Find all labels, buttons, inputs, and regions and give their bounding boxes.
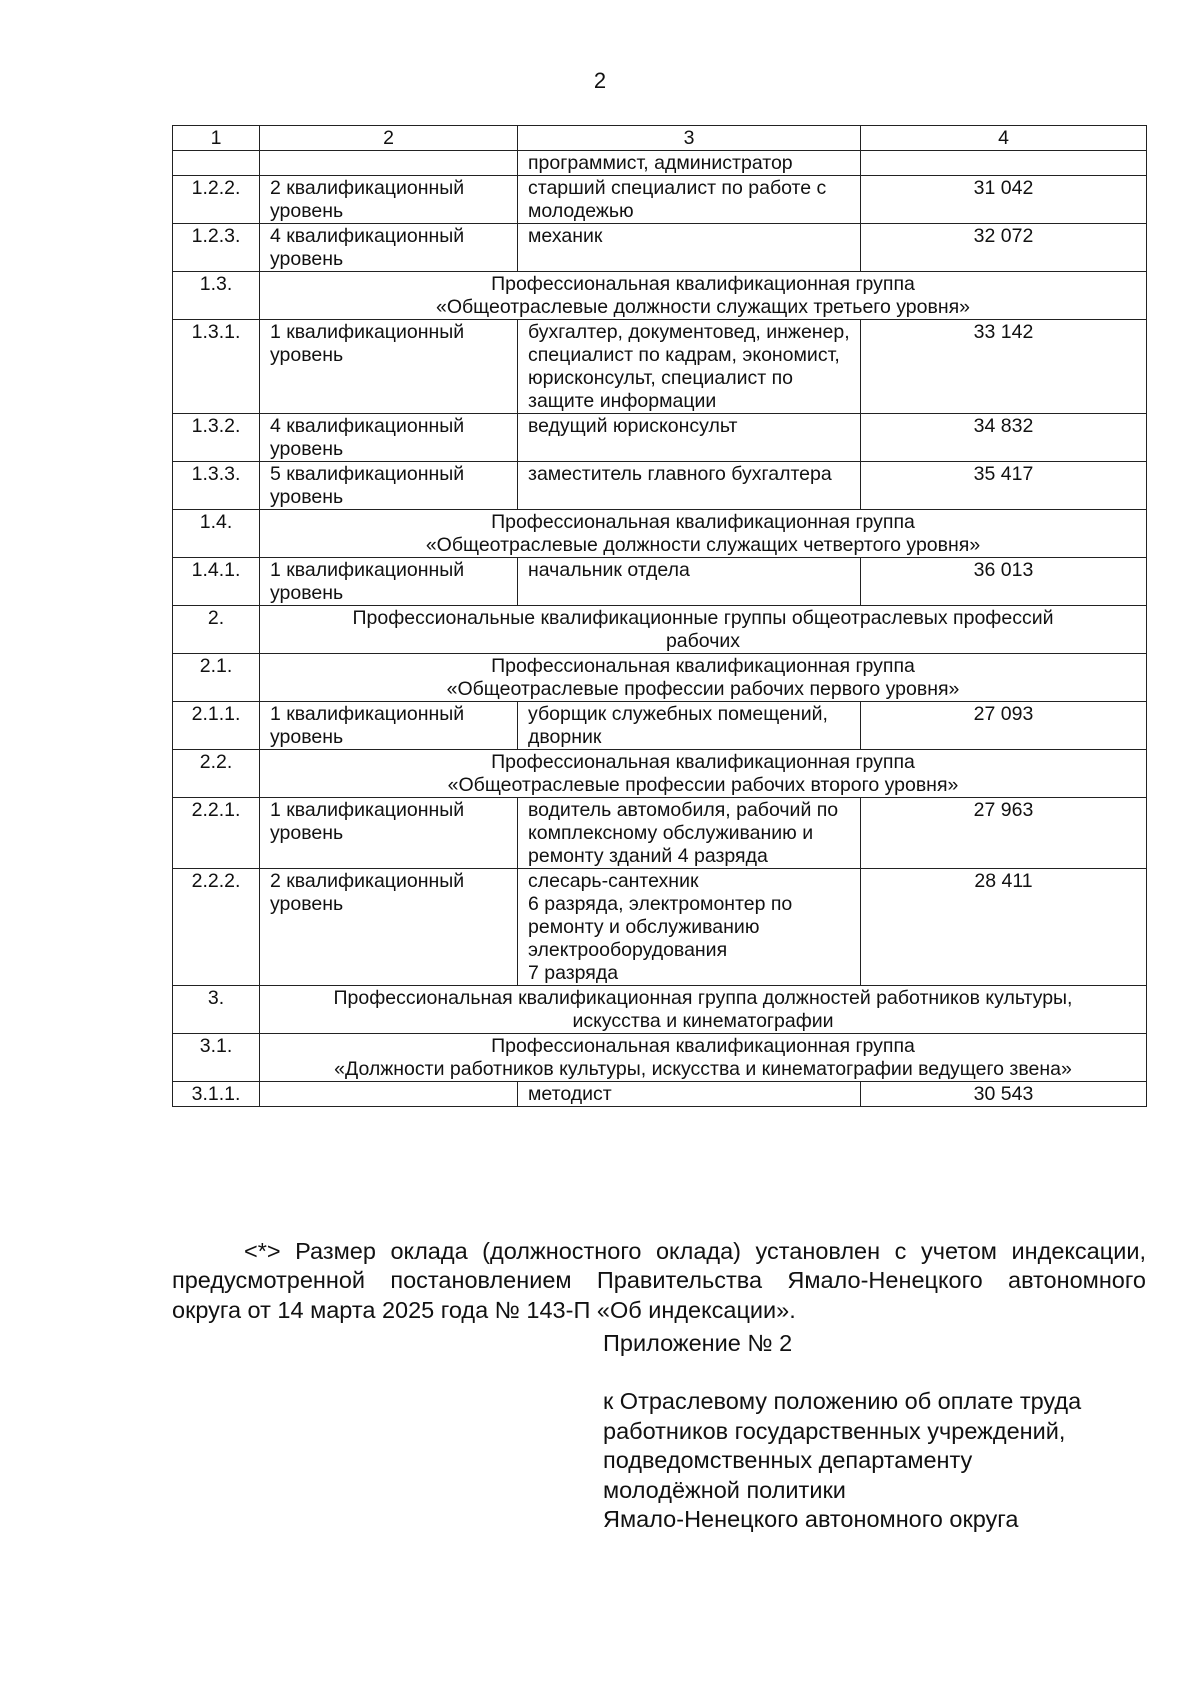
row-number: 1.3.2. (173, 414, 260, 462)
table-row (173, 798, 1147, 869)
qualification-level: 1 квалификационный уровень (260, 798, 518, 869)
group-title-line: искусства и кинематографии (572, 1010, 834, 1032)
group-title (260, 272, 1147, 320)
qualification-level: 1 квалификационный уровень (260, 702, 518, 750)
group-row (173, 1034, 1147, 1082)
group-title-line: «Общеотраслевые должности служащих четвертого уровня» (425, 534, 981, 556)
group-row (173, 272, 1147, 320)
positions: слесарь-сантехник 6 разряда, электромонтер по ремонту и обслуживанию электрооборудования 7 разряда (518, 869, 861, 986)
salary-value: 27 963 (861, 798, 1147, 869)
group-title (260, 986, 1147, 1034)
group-title-line: «Общеотраслевые должности служащих третьего уровня» (435, 296, 971, 318)
group-row (173, 986, 1147, 1034)
salary-value: 27 093 (861, 702, 1147, 750)
qualification-level: 4 квалификационный уровень (260, 414, 518, 462)
row-number: 1.3. (173, 272, 260, 320)
salary-value: 28 411 (861, 869, 1147, 986)
salary-value: 33 142 (861, 320, 1147, 414)
footnote: <*> Размер оклада (должностного оклада) установлен с учетом индексации, предусмотренной постановлением Правительства Ямало-Ненецкого автономного округа от 14 марта 2025 года № 143-П «Об индексации». (172, 1237, 1146, 1323)
row-number (173, 151, 260, 176)
salary-value: 35 417 (861, 462, 1147, 510)
row-number: 2.1. (173, 654, 260, 702)
row-number: 1.2.2. (173, 176, 260, 224)
group-row (173, 606, 1147, 654)
row-number: 3.1.1. (173, 1082, 260, 1107)
appendix-title: Приложение № 2 (603, 1330, 793, 1356)
positions: уборщик служебных помещений, дворник (518, 702, 861, 750)
row-number: 1.4. (173, 510, 260, 558)
qualification-level (260, 151, 518, 176)
column-header-1: 1 (173, 126, 260, 151)
group-title (260, 1034, 1147, 1082)
row-number: 2.2. (173, 750, 260, 798)
group-title-line: «Общеотраслевые профессии рабочих первого уровня» (446, 678, 960, 700)
table-row (173, 869, 1147, 986)
group-title (260, 606, 1147, 654)
group-title-line: Профессиональные квалификационные группы общеотраслевых профессий (352, 607, 1054, 629)
table-row (173, 462, 1147, 510)
column-header-3: 3 (518, 126, 861, 151)
table-row (173, 151, 1147, 176)
salary-value: 31 042 (861, 176, 1147, 224)
appendix-caption-line: к Отраслевому положению об оплате труда (603, 1388, 1082, 1414)
qualification-level: 1 квалификационный уровень (260, 320, 518, 414)
row-number: 2.1.1. (173, 702, 260, 750)
row-number: 1.4.1. (173, 558, 260, 606)
group-row (173, 654, 1147, 702)
group-title-line: Профессиональная квалификационная группа (491, 273, 915, 295)
positions: старший специалист по работе с молодежью (518, 176, 861, 224)
positions: водитель автомобиля, рабочий по комплексному обслуживанию и ремонту зданий 4 разряда (518, 798, 861, 869)
group-title-line: Профессиональная квалификационная группа (491, 751, 915, 773)
salary-value: 34 832 (861, 414, 1147, 462)
group-title (260, 510, 1147, 558)
salary-table (172, 125, 1147, 1107)
group-title-line: «Должности работников культуры, искусства и кинематографии ведущего звена» (334, 1058, 1072, 1080)
positions: методист (518, 1082, 861, 1107)
table-row (173, 1082, 1147, 1107)
row-number: 1.2.3. (173, 224, 260, 272)
group-title-line: Профессиональная квалификационная группа (491, 655, 915, 677)
appendix-caption-line: подведомственных департаменту (603, 1447, 973, 1473)
salary-table-body (173, 126, 1147, 1107)
positions: механик (518, 224, 861, 272)
group-title (260, 654, 1147, 702)
appendix-caption (603, 1387, 1163, 1535)
column-header-4: 4 (861, 126, 1147, 151)
page-number: 2 (593, 68, 607, 93)
positions: ведущий юрисконсульт (518, 414, 861, 462)
positions: программист, администратор (518, 151, 861, 176)
row-number: 3. (173, 986, 260, 1034)
group-title-line: Профессиональная квалификационная группа должностей работников культуры, (333, 987, 1073, 1009)
row-number: 2. (173, 606, 260, 654)
table-row (173, 702, 1147, 750)
group-row (173, 510, 1147, 558)
row-number: 1.3.3. (173, 462, 260, 510)
group-title-line: «Общеотраслевые профессии рабочих второго уровня» (447, 774, 959, 796)
row-number: 2.2.1. (173, 798, 260, 869)
positions: заместитель главного бухгалтера (518, 462, 861, 510)
group-title-line: рабочих (665, 630, 741, 652)
table-row (173, 558, 1147, 606)
group-title-line: Профессиональная квалификационная группа (491, 511, 915, 533)
row-number: 3.1. (173, 1034, 260, 1082)
group-title (260, 750, 1147, 798)
salary-value: 30 543 (861, 1082, 1147, 1107)
table-header-row (173, 126, 1147, 151)
positions: бухгалтер, документовед, инженер, специалист по кадрам, экономист, юрисконсульт, специалист по защите информации (518, 320, 861, 414)
column-header-2: 2 (260, 126, 518, 151)
qualification-level: 5 квалификационный уровень (260, 462, 518, 510)
qualification-level: 2 квалификационный уровень (260, 176, 518, 224)
positions: начальник отдела (518, 558, 861, 606)
qualification-level: 1 квалификационный уровень (260, 558, 518, 606)
qualification-level: 2 квалификационный уровень (260, 869, 518, 986)
salary-value: 36 013 (861, 558, 1147, 606)
qualification-level (260, 1082, 518, 1107)
appendix-caption-line: Ямало-Ненецкого автономного округа (603, 1506, 1019, 1532)
table-row (173, 414, 1147, 462)
appendix-caption-line: молодёжной политики (603, 1476, 846, 1503)
table-row (173, 176, 1147, 224)
table-row (173, 320, 1147, 414)
salary-value (861, 151, 1147, 176)
appendix-caption-line: работников государственных учреждений, (603, 1417, 1066, 1444)
table-row (173, 224, 1147, 272)
qualification-level: 4 квалификационный уровень (260, 224, 518, 272)
row-number: 1.3.1. (173, 320, 260, 414)
group-title-line: Профессиональная квалификационная группа (491, 1035, 915, 1057)
group-row (173, 750, 1147, 798)
salary-value: 32 072 (861, 224, 1147, 272)
row-number: 2.2.2. (173, 869, 260, 986)
